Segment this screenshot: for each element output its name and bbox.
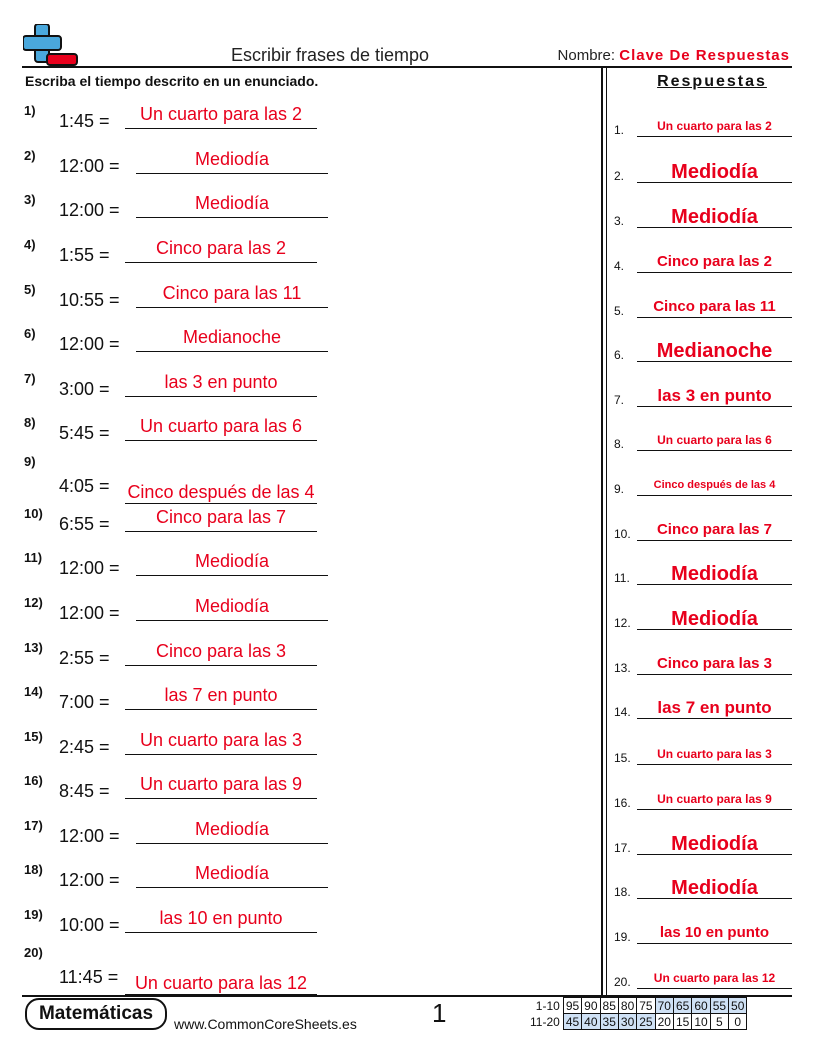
answer-key-answer: Medianoche [637,340,792,362]
answer-key-item [612,920,792,944]
answer-key-item [612,113,792,137]
problem-number: 19) [24,907,43,922]
answer-key-item [612,338,792,362]
answer-key-answer: Cinco para las 3 [637,653,792,675]
problem-item [0,192,340,236]
problem-number: 9) [24,454,36,469]
problem-number: 18) [24,862,43,877]
problem-number: 15) [24,729,43,744]
problem-item [0,506,340,550]
answer-key-answer: Cinco después de las 4 [637,474,792,496]
problem-answer: Mediodía [136,595,328,621]
answer-key-answer: Mediodía [637,877,792,899]
problem-number: 16) [24,773,43,788]
answer-key-number: 11. [614,571,630,585]
instructions: Escriba el tiempo descrito en un enunciado. [25,73,319,89]
answer-key-answer: Mediodía [637,206,792,228]
answer-key-item [612,249,792,273]
problem-item [0,371,340,415]
answer-key-number: 2. [614,169,625,183]
problem-answer: Cinco después de las 4 [125,456,317,504]
score-cell: 85 [600,998,618,1014]
answer-key-number: 1. [614,123,625,137]
answer-key-number: 6. [614,348,625,362]
answer-key-number: 8. [614,437,625,451]
problem-time: 12:00 = [59,870,120,890]
score-cell: 70 [655,998,673,1014]
problem-number: 1) [24,103,36,118]
answer-key-answer: Un cuarto para las 9 [637,788,792,810]
answer-key-number: 14. [614,705,631,719]
answer-key-answer: Cinco para las 7 [637,519,792,541]
problem-time: 12:00 = [59,156,120,176]
score-cell: 25 [637,1014,655,1030]
problem-item [0,550,340,594]
problem-item [0,773,340,817]
answer-key-item [612,517,792,541]
answer-key-item [612,741,792,765]
score-row [528,998,747,1014]
answer-key-item [612,651,792,675]
score-cell: 80 [618,998,636,1014]
problem-item [0,282,340,326]
answer-key-item [612,831,792,855]
problem-item [0,945,340,995]
answer-key-number: 20. [614,975,631,989]
score-cell: 20 [655,1014,673,1030]
column-divider [606,67,607,995]
problem-number: 10) [24,506,43,521]
problem-answer: las 3 en punto [125,371,317,397]
answer-key-item [612,965,792,989]
name-value: Clave De Respuestas [619,47,790,64]
problem-number: 12) [24,595,43,610]
answer-key-answer: Mediodía [637,161,792,183]
answer-key-item [612,875,792,899]
problem-item [0,103,340,147]
problem-number: 14) [24,684,43,699]
answer-key-number: 13. [614,661,631,675]
answer-key-number: 9. [614,482,625,496]
answer-key-number: 4. [614,259,625,273]
problem-time: 2:55 = [59,648,110,668]
score-cell: 45 [563,1014,581,1030]
problem-answer: Un cuarto para las 2 [125,103,317,129]
problem-item [0,729,340,773]
answer-key-answer: Un cuarto para las 3 [637,743,792,765]
problem-number: 6) [24,326,36,341]
answer-key-number: 15. [614,751,631,765]
problem-number: 4) [24,237,36,252]
problem-item [0,595,340,639]
problem-answer: Cinco para las 7 [125,506,317,532]
problem-number: 5) [24,282,36,297]
answer-key-number: 16. [614,796,631,810]
score-cell: 0 [729,1014,747,1030]
answer-key-answer: Cinco para las 2 [637,251,792,273]
problem-answer: Mediodía [136,148,328,174]
problem-item [0,862,340,906]
score-cell: 10 [692,1014,710,1030]
problem-time: 12:00 = [59,200,120,220]
answer-key-item [612,786,792,810]
answer-key-number: 17. [614,841,631,855]
page-number: 1 [432,998,447,1028]
answer-key-number: 3. [614,214,625,228]
answer-key-item [612,695,792,719]
answer-key-item [612,383,792,407]
problem-item [0,684,340,728]
problem-number: 2) [24,148,36,163]
problem-answer: Mediodía [136,818,328,844]
name-label: Nombre: [557,47,616,64]
answers-heading: Respuestas [657,73,767,90]
answer-key-answer: las 7 en punto [637,697,792,719]
problem-answer: Un cuarto para las 12 [125,947,317,995]
worksheet-title: Escribir frases de tiempo [230,45,430,65]
answer-key-answer: las 3 en punto [637,385,792,407]
problem-time: 1:55 = [59,245,110,265]
problem-answer: las 10 en punto [125,907,317,933]
answer-key-answer: las 10 en punto [637,922,792,944]
problem-answer: Cinco para las 3 [125,640,317,666]
problem-time: 12:00 = [59,334,120,354]
score-cell: 15 [673,1014,691,1030]
problem-time: 3:00 = [59,379,110,399]
answer-key-number: 7. [614,393,625,407]
problem-item [0,148,340,192]
problem-answer: Cinco para las 11 [136,282,328,308]
problem-item [0,640,340,684]
problem-answer: las 7 en punto [125,684,317,710]
problem-time: 10:55 = [59,290,120,310]
answer-key-number: 18. [614,885,631,899]
problem-answer: Cinco para las 2 [125,237,317,263]
score-cell: 55 [710,998,728,1014]
problem-time: 2:45 = [59,737,110,757]
score-cell: 75 [637,998,655,1014]
problem-time: 12:00 = [59,558,120,578]
score-cell: 65 [673,998,691,1014]
problem-answer: Un cuarto para las 6 [125,415,317,441]
score-row [528,1014,747,1030]
problem-item [0,907,340,951]
score-row-label: 11-20 [530,1014,560,1029]
problem-number: 3) [24,192,36,207]
answer-key-answer: Mediodía [637,833,792,855]
answer-key-item [612,294,792,318]
problem-time: 7:00 = [59,692,110,712]
problem-time: 12:00 = [59,826,120,846]
problem-time: 6:55 = [59,514,110,534]
problem-number: 11) [24,550,43,565]
answer-key-number: 12. [614,616,631,630]
score-cell: 50 [729,998,747,1014]
problem-item [0,818,340,862]
answer-key-item [612,204,792,228]
problem-item [0,415,340,459]
answer-key-answer: Un cuarto para las 12 [637,967,792,989]
subject-badge: Matemáticas [25,998,167,1030]
column-divider [601,67,603,995]
problem-answer: Medianoche [136,326,328,352]
answer-key-answer: Cinco para las 11 [637,296,792,318]
answer-key-answer: Mediodía [637,608,792,630]
problem-time: 5:45 = [59,423,110,443]
answer-key-number: 19. [614,930,631,944]
score-cell: 60 [692,998,710,1014]
problem-answer: Mediodía [136,192,328,218]
name-field [558,47,790,64]
answer-key-answer: Un cuarto para las 2 [637,115,792,137]
score-cell: 40 [582,1014,600,1030]
answer-key-item [612,159,792,183]
problem-number: 7) [24,371,36,386]
answer-key-item [612,561,792,585]
answer-key-item [612,472,792,496]
problem-number: 8) [24,415,36,430]
score-cell: 95 [563,998,581,1014]
header-rule [22,66,792,68]
problem-item [0,454,340,504]
problem-time: 8:45 = [59,781,110,801]
problem-number: 13) [24,640,43,655]
problem-time: 10:00 = [59,915,120,935]
score-row-label: 1-10 [535,998,560,1013]
problem-answer: Un cuarto para las 3 [125,729,317,755]
answer-key-number: 10. [614,527,631,541]
answer-key-answer: Un cuarto para las 6 [637,429,792,451]
problem-time: 4:05 = [59,476,110,496]
problem-time: 12:00 = [59,603,120,623]
score-cell: 90 [582,998,600,1014]
score-cell: 35 [600,1014,618,1030]
problem-answer: Un cuarto para las 9 [125,773,317,799]
problem-item [0,237,340,281]
problem-item [0,326,340,370]
problem-time: 11:45 = [59,967,119,987]
problem-time: 1:45 = [59,111,110,131]
answer-key-item [612,606,792,630]
answer-key-item [612,427,792,451]
problem-number: 17) [24,818,43,833]
site-url: www.CommonCoreSheets.es [174,1016,357,1032]
score-cell: 30 [618,1014,636,1030]
problem-answer: Mediodía [136,550,328,576]
answer-key-answer: Mediodía [637,563,792,585]
problem-answer: Mediodía [136,862,328,888]
answer-key-number: 5. [614,304,625,318]
problem-number: 20) [24,945,43,960]
score-table [528,997,747,1030]
score-cell: 5 [710,1014,728,1030]
